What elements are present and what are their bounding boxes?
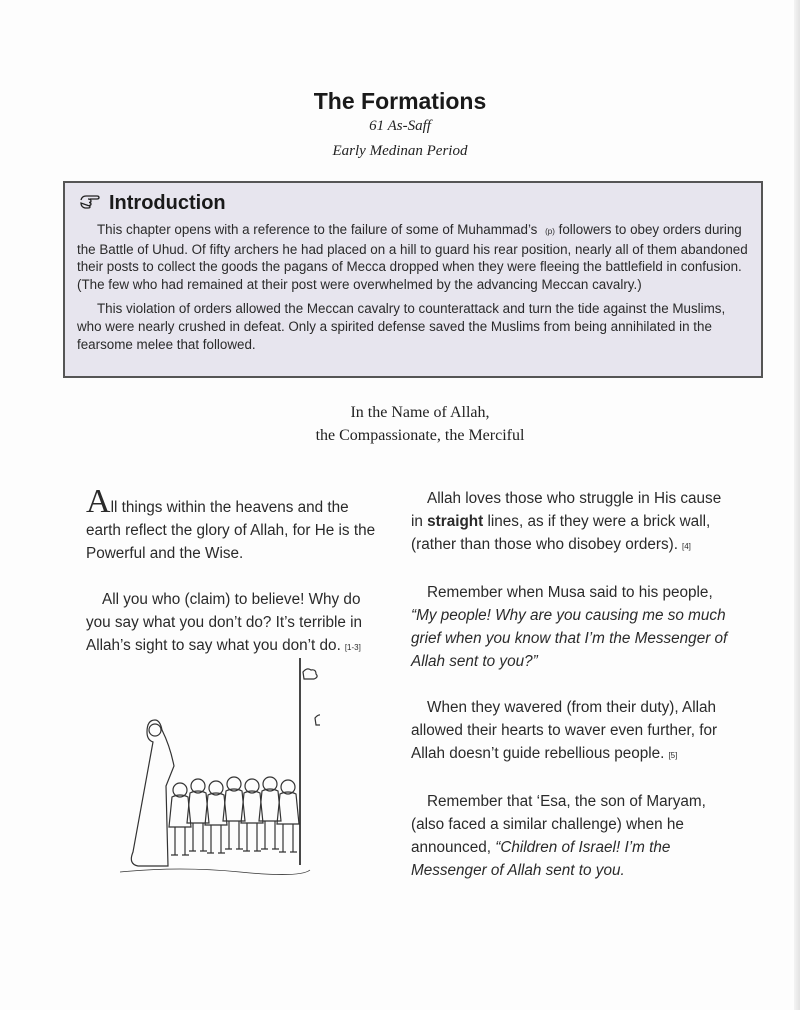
- quote-text: “Children of Israel! I’m the Messenger of Allah sent to you.: [411, 839, 671, 879]
- introduction-paragraph-2: This violation of orders allowed the Meccan cavalry to counterattack and turn the tide against the Muslims, who were nearly crushed in defeat. Only a spirited defense saved the Muslims from being annihilated in the fearsome melee that followed.: [77, 301, 726, 352]
- honorific-mark: (p): [545, 227, 555, 236]
- illustration-teacher-and-children: [120, 650, 320, 885]
- verse-text: ll things within the heavens and the earth reflect the glory of Allah, for He is the Powerful and the Wise.: [86, 499, 376, 562]
- verse-1: [86, 483, 376, 565]
- left-column: [86, 483, 376, 659]
- pointing-hand-icon: [79, 191, 101, 215]
- verse-text: Remember when Musa said to his people,: [427, 584, 713, 601]
- intro-text: followers to obey orders during the Battle of Uhud. Of fifty archers he had placed on a hill to guard his rear position, nearly all of them abandoned their posts to collect the goods the pagans of Mecca dropped when they were fleeing the battlefield in confusion. (The few who had remained at their post were overwhelmed by the advancing Meccan cavalry.): [77, 222, 748, 292]
- verse-text: Remember that ‘Esa, the son of Maryam, (also faced a similar challenge) when he announced,: [411, 793, 706, 856]
- verse-text: All you who (claim) to believe! Why do you say what you don’t do? It’s terrible in Allah’s sight to say what you don’t do.: [86, 591, 363, 654]
- verse-6: [411, 790, 731, 882]
- page-title: The Formations: [313, 88, 487, 114]
- verse-reference: [4]: [682, 542, 691, 551]
- verse-2-3: [86, 588, 376, 659]
- introduction-heading: [79, 191, 749, 215]
- intro-text: This chapter opens with a reference to the failure of some of Muhammad’s: [97, 222, 538, 237]
- chapter-subtitle: 61 As-Saff: [369, 118, 431, 134]
- quote-text: “My people! Why are you causing me so much grief when you know that I’m the Messenger of Allah sent to you?”: [411, 607, 728, 670]
- basmala-line-2: the Compassionate, the Merciful: [315, 427, 525, 444]
- verse-5: [411, 696, 731, 767]
- verse-reference: [1-3]: [344, 643, 361, 652]
- introduction-paragraph-1: [77, 221, 749, 293]
- verse-reference: [5]: [668, 751, 678, 760]
- emphasis-text: straight: [427, 513, 484, 530]
- verse-text: When they wavered (from their duty), Allah allowed their hearts to waver even further, for Allah doesn’t guide rebellious people.: [411, 699, 718, 762]
- drop-cap: A: [86, 483, 111, 520]
- period-subtitle: Early Medinan Period: [332, 143, 468, 159]
- verse-5-quote: [411, 581, 731, 673]
- introduction-box: [63, 181, 763, 378]
- verse-text: Allah loves those who struggle in His cause in: [411, 490, 722, 530]
- verse-4: [411, 487, 731, 558]
- basmala-line-1: In the Name of Allah,: [350, 404, 490, 421]
- verse-text: lines, as if they were a brick wall, (rather than those who disobey orders).: [411, 513, 711, 553]
- right-column: [411, 487, 731, 882]
- introduction-title: Introduction: [109, 191, 226, 214]
